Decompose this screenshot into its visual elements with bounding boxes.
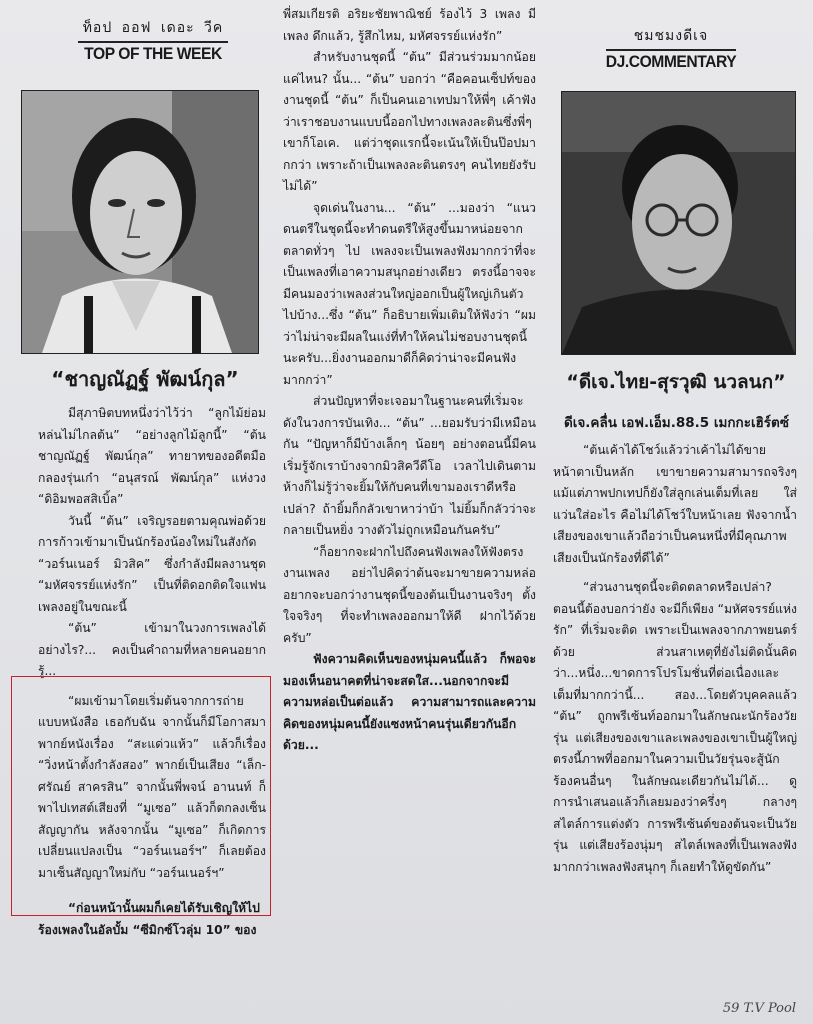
left-paragraph: “ต้น” เข้ามาในวงการเพลงได้อย่างไร?... คงเป็นคำถามที่หลายคนอยากรู้...: [38, 621, 266, 678]
section-heading-dj-commentary: DJ.COMMENTARY: [605, 51, 737, 71]
mid-paragraph: ฟังความคิดเห็นของหนุ่มคนนี้แล้ว ก็พอจะมองเห็นอนาคตที่น่าจะสดใส...นอกจากจะมีความหล่อเป็นต่อแล้ว ความสามารถและความคิดของหนุ่มคนนี้ยังแซงหน้าคนรุ่นเดียวกันอีกด้วย...: [283, 652, 536, 752]
section-kicker-thai: ชมชมงดีเจ: [633, 28, 709, 44]
left-paragraph: มีสุภาษิตบทหนึ่งว่าไว้ว่า “ลูกไม้ย่อมหล่นไม่ไกลต้น” “อย่างลูกไม้ลูกนี้” “ต้น ชาญณัฏฐ์ พัฒน์กุล” ทายาทของอดีตมือกลองรุ่นเก๋า “อนุสรณ์ พัฒน์กุล” แห่งวง “ดิอิมพอสสิเบิ้ล”: [38, 406, 266, 506]
interviewee-name: “ชาญณัฏฐ์ พัฒน์กุล”: [51, 367, 239, 391]
left-paragraph: “ก่อนหน้านั้นผมก็เคยได้รับเชิญให้ไปร้องเพลงในอัลบั้ม “ซีมิกซ์โวลุ่ม 10” ของ: [38, 901, 260, 937]
portrait-illustration: [562, 92, 795, 354]
portrait-photo-dj: [561, 91, 796, 355]
page-footer: 59 T.V Pool: [722, 1001, 796, 1016]
dj-name: “ดีเจ.ไทย-สุรวุฒิ นวลนก”: [566, 371, 786, 393]
mid-paragraph: จุดเด่นในงาน... “ต้น” ...มองว่า “แนวดนตรีในชุดนี้จะทำดนตรีให้สูงขึ้นมาหน่อยจากตลาดทั่วๆ ไป เพลงจะเป็นเพลงฟังมากกว่าที่จะเป็นเพลงที่เอาความสนุกอย่างเดียว ตรงนี้อาจจะมีคนมองว่าเพลงส่วนใหญ่ออกเป็นผู้ใหญ่เกินตัวไปบ้าง...ซึ่ง “ต้น” ก็อธิบายเพิ่มเติมให้ฟังว่า “ผมว่าไม่น่าจะมีผลในแง่ที่ทำให้คนไม่ชอบงานชุดนี้นะครับ...ยิ่งงานออกมาดีก็คิดว่าน่าจะมีคนฟังมากกว่า”: [283, 200, 536, 387]
section-heading-top-of-the-week: TOP OF THE WEEK: [84, 43, 222, 63]
middle-column: [283, 4, 536, 757]
mid-paragraph: พี่สมเกียรติ อริยะชัยพาณิชย์ ร้องไว้ 3 เพลง มีเพลง ดึกแล้ว, รู้สึกไหม, มหัศจรรย์แห่งรัก”: [283, 7, 536, 43]
portrait-illustration: [22, 91, 258, 353]
section-kicker-thai: ท็อป ออฟ เดอะ วีค: [82, 20, 224, 36]
right-paragraph: “ต้นเค้าได้โชว์แล้วว่าเค้าไม่ได้ขายหน้าตาเป็นหลัก เขาขายความสามารถจริงๆ แม้แต่ภาพปกเทปก็ยังใส่ลูกเล่นเต็มที่เลย ใส่แว่นใส่อะไร คือไม่ได้โชว์ใบหน้าเลย ฟังจากน้ำเสียงของเขาแล้วถือว่าเป็นคนหนึ่งที่มีคุณภาพเสียงเป็นนักร้องที่ดีได้”: [553, 443, 797, 565]
mid-paragraph: “ก็อยากจะฝากไปถึงคนฟังเพลงให้ฟังตรงงานเพลง อย่าไปคิดว่าต้นจะมาขายความหล่ออยากจะบอกว่างานชุดนี้ของต้นเป็นงานจริงๆ ตั้งใจจริงๆ ที่จะทำเพลงออกมาให้ดี ฝากไว้ด้วยครับ”: [283, 544, 536, 645]
left-highlighted-quote: “ผมเข้ามาโดยเริ่มต้นจากการถ่ายแบบหนังสือ เธอกับฉัน จากนั้นก็มีโอกาสมาพากย์หนังเรื่อง “สะแด่วแห้ว” แล้วก็เรื่อง “วิ่งหน้าตั้งกำลังสอง” พากย์เป็นเสียง “เล็ก-ศรัณย์ สาครสิน” จากนั้นพี่พจน์ อานนท์ ก็พาไปเทสต์เสียงที่ “มูเซอ” แล้วก็ตกลงเซ็นสัญญากัน หลังจากนั้น “มูเซอ” ก็เกิดการเปลี่ยนแปลงเป็น “วอร์นเนอร์ฯ” ก็เลยต้องมาเซ็นสัญญาใหม่กับ “วอร์นเนอร์ฯ”: [38, 693, 266, 880]
right-paragraph: “ส่วนงานชุดนี้จะติดตลาดหรือเปล่า? ตอนนี้ต้องบอกว่ายัง จะมีก็เพียง “มหัศจรรย์แห่งรัก” ที่เริ่มจะติด เพราะเป็นเพลงจากภาพยนตร์ด้วย ส่วนสาเหตุที่ยังไม่ติดนั้นคิดว่า...หนึ่ง...ขาดการโปรโมชั่นที่ต่อเนื่องและเต็มที่มากกว่านี้... สอง...โดยตัวบุคคลแล้ว “ต้น” ถูกพรีเซ้นท์ออกมาในลักษณะนักร้องวัยรุ่น แต่เสียงของเขาและเพลงของเขาเป็นผู้ใหญ่ ตรงนี้ภาพที่ออกมาในความเป็นวัยรุ่นจะสู้นักร้องคนอื่นๆ ในลักษณะเดียวกันไม่ได้... ดูการนำเสนอแล้วก็เลยมองว่าครึ่งๆ กลางๆ สไตล์การแต่งตัว การพรีเซ้นต์ของต้นจะเป็นวัยรุ่น แต่เสียงร้องนุ่มๆ สไตล์เพลงที่เป็นเพลงฟังมากกว่าเพลงฟังสนุกๆ ก็เลยทำให้ดูขัดกัน”: [553, 580, 797, 874]
right-column-header: [548, 4, 794, 72]
portrait-photo-chanat: [21, 90, 259, 354]
highlight-box: [11, 676, 271, 916]
left-column: [40, 4, 266, 64]
left-paragraph: วันนี้ “ต้น” เจริญรอยตามคุณพ่อด้วยการก้าวเข้ามาเป็นนักร้องน้องใหม่ในสังกัด “วอร์นเนอร์ มิวสิค” ซึ่งกำลังมีผลงานชุด “มหัศจรรย์แห่งรัก” เป็นที่ติดอกติดใจแฟนเพลงอยู่ในขณะนี้: [38, 513, 266, 614]
dj-station: ดีเจ.คลื่น เอฟ.เอ็ม.88.5 เมกกะเฮิร์ตซ์: [564, 415, 789, 431]
mid-paragraph: สำหรับงานชุดนี้ “ต้น” มีส่วนร่วมมากน้อยแค่ไหน? นั้น... “ต้น” บอกว่า “คือคอนเซ็ปท์ของงานชุดนี้ “ต้น” ก็เป็นคนเอาเทปมาให้พี่ๆ เค้าฟังว่าเราชอบงานแบบนี้ออกไปทางเพลงละตินซึ่งพี่ๆ เขาก็โอเค. แต่ว่าชุดแรกนี้จะเน้นให้เป็นป๊อปมากกว่า เพราะถ้าเป็นเพลงละตินตรงๆ คนไทยยังรับไม่ได้”: [283, 50, 536, 193]
mid-paragraph: ส่วนปัญหาที่จะเจอมาในฐานะคนที่เริ่มจะดังในวงการบันเทิง... “ต้น” ...ยอมรับว่ามีเหมือนกัน “ปัญหาก็มีบ้างเล็กๆ น้อยๆ อย่างตอนนี้มีคนเริ่มรู้จักเราบ้างจากมิวสิควีดีโอ เวลาไปเดินตามห้างก็ไม่รู้ว่าจะยิ้มให้กับคนที่เขามองเราดีหรือเปล่า? ถ้ายิ้มก็กลัวเขาหาว่าบ้า ไม่ยิ้มก็กลัวว่าจะกลายเป็นหยิ่ง วางตัวไม่ถูกเหมือนกันครับ”: [283, 394, 536, 537]
right-article-body: [553, 440, 797, 878]
